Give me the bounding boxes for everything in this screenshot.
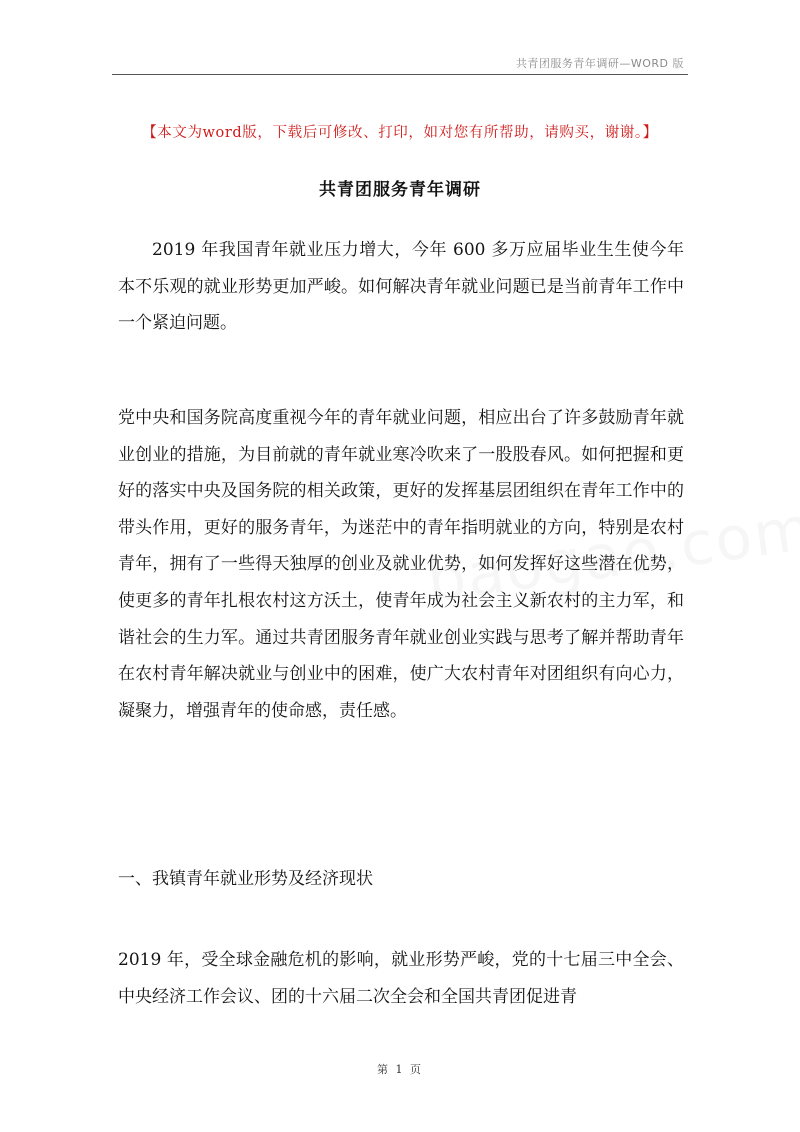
paragraph-policy: 党中央和国务院高度重视今年的青年就业问题，相应出台了许多鼓励青年就业创业的措施，为目前就的青年就业寒冷吹来了一股股春风。如何把握和更好的落实中央及国务院的相关政策，更好的发挥基层团组织在青年工作中的带头作用，更好的服务青年，为迷茫中的青年指明就业的方向，特别是农村青年，拥有了一些得天独厚的创业及就业优势，如何发挥好这些潜在优势，使更多的青年扎根农村这方沃土，使青年成为社会主义新农村的主力军，和谐社会的生力军。通过共青团服务青年就业创业实践与思考了解并帮助青年在农村青年解决就业与创业中的困难，使广大农村青年对团组织有向心力，凝聚力，增强青年的使命感，责任感。 [118, 408, 684, 721]
document-title: 共青团服务青年调研 [319, 180, 481, 200]
header-divider [112, 74, 688, 75]
paragraph-section-1: 2019 年，受全球金融危机的影响，就业形势严峻，党的十七届三中全会、中央经济工作会议、团的十六届二次全会和全国共青团促进青 [118, 950, 684, 1007]
purchase-notice: 【本文为word版，下载后可修改、打印，如对您有所帮助，请购买，谢谢。】 [142, 125, 658, 141]
page-number: 第 1 页 [377, 1063, 423, 1076]
paragraph-intro: 2019 年我国青年就业压力增大，今年 600 多万应届毕业生生使今年本不乐观的就业形势更加严峻。如何解决青年就业问题已是当前青年工作中一个紧迫问题。 [118, 240, 684, 334]
section-heading-1: 一、我镇青年就业形势及经济现状 [118, 869, 373, 889]
running-header: 共青团服务青年调研—WORD 版 [515, 57, 684, 70]
